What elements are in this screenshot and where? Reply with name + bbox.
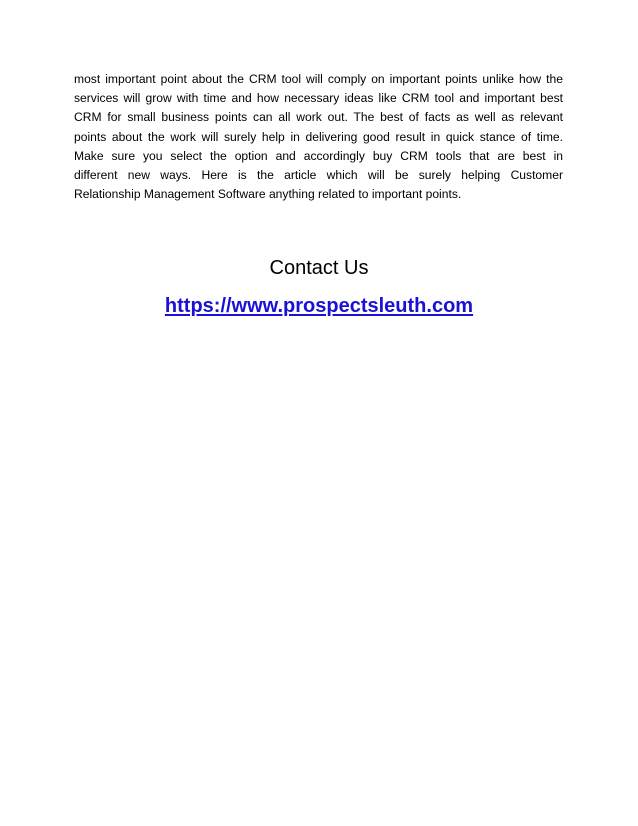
paragraph-line: services will grow with time and how necessary ideas like CRM tool and important best	[74, 91, 563, 106]
paragraph-line: most important point about the CRM tool will comply on important points unlike how the	[74, 72, 563, 86]
paragraph-line: Relationship Management Software anything related to important points.	[74, 187, 462, 202]
paragraph-line: CRM for small business points can all work out. The best of facts as well as relevant	[74, 110, 563, 125]
website-link[interactable]: https://www.prospectsleuth.com	[164, 295, 474, 317]
paragraph-line: points about the work will surely help in delivering good result in quick stance of time.	[74, 129, 563, 144]
paragraph-line: different new ways. Here is the article which will be surely helping Customer	[74, 168, 563, 183]
body-paragraph	[74, 70, 563, 204]
paragraph-line: Make sure you select the option and accordingly buy CRM tools that are best in	[74, 148, 563, 163]
contact-heading: Contact Us	[269, 257, 369, 279]
